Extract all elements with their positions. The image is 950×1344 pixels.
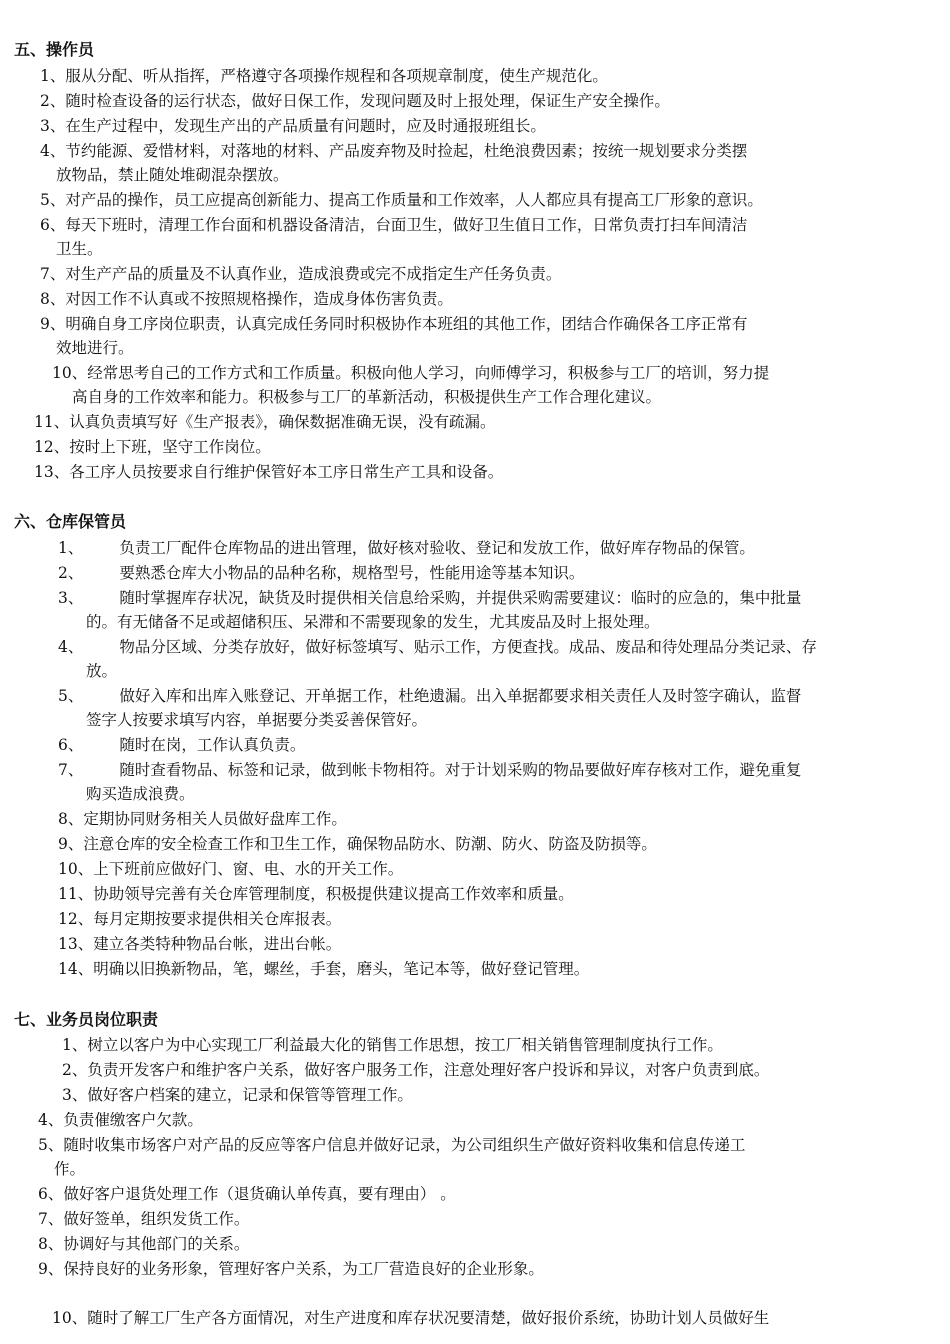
list-item: 7、 随时查看物品、标签和记录，做到帐卡物相符。对于计划采购的物品要做好库存核对工作，避免重复 xyxy=(58,761,802,779)
list-item: 4、节约能源、爱惜材料，对落地的材料、产品废弃物及时捡起，杜绝浪费因素；按统一规划要求分类摆 xyxy=(40,142,748,160)
list-item: 5、 做好入库和出库入账登记、开单据工作，杜绝遗漏。出入单据都要求相关责任人及时签字确认，监督 xyxy=(58,687,802,705)
list-item-continuation: 卫生。 xyxy=(56,240,103,258)
list-item: 1、树立以客户为中心实现工厂利益最大化的销售工作思想，按工厂相关销售管理制度执行工作。 xyxy=(62,1036,723,1054)
list-item-continuation: 效地进行。 xyxy=(56,339,134,357)
list-item: 2、随时检查设备的运行状态，做好日保工作，发现问题及时上报处理，保证生产安全操作。 xyxy=(40,92,670,110)
list-item-continuation: 签字人按要求填写内容，单据要分类妥善保管好。 xyxy=(86,711,428,729)
list-item: 1、 负责工厂配件仓库物品的进出管理，做好核对验收、登记和发放工作，做好库存物品的保管。 xyxy=(58,539,755,557)
list-item: 6、每天下班时，清理工作台面和机器设备清洁，台面卫生，做好卫生值日工作，日常负责打扫车间清洁 xyxy=(40,216,748,234)
section-heading-salesperson: 七、业务员岗位职责 xyxy=(14,1010,159,1029)
list-item: 9、明确自身工序岗位职责，认真完成任务同时积极协作本班组的其他工作，团结合作确保各工序正常有 xyxy=(40,315,748,333)
list-item: 10、上下班前应做好门、窗、电、水的开关工作。 xyxy=(58,860,404,878)
list-item: 13、各工序人员按要求自行维护保管好本工序日常生产工具和设备。 xyxy=(34,463,504,481)
list-item-continuation: 放。 xyxy=(86,662,118,680)
list-item: 12、按时上下班，坚守工作岗位。 xyxy=(34,438,271,456)
list-item: 3、在生产过程中，发现生产出的产品质量有问题时，应及时通报班组长。 xyxy=(40,117,546,135)
list-item: 1、服从分配、听从指挥，严格遵守各项操作规程和各项规章制度，使生产规范化。 xyxy=(40,67,608,85)
list-item: 6、做好客户退货处理工作（退货确认单传真，要有理由） 。 xyxy=(38,1185,456,1203)
list-item: 5、对产品的操作，员工应提高创新能力、提高工作质量和工作效率，人人都应具有提高工厂形象的意识。 xyxy=(40,191,763,209)
list-item: 11、协助领导完善有关仓库管理制度，积极提供建议提高工作效率和质量。 xyxy=(58,885,574,903)
list-item: 12、每月定期按要求提供相关仓库报表。 xyxy=(58,910,342,928)
list-item: 8、定期协同财务相关人员做好盘库工作。 xyxy=(58,810,347,828)
list-item: 5、随时收集市场客户对产品的反应等客户信息并做好记录，为公司组织生产做好资料收集和信息传递工 xyxy=(38,1136,746,1154)
list-item: 14、明确以旧换新物品，笔，螺丝，手套，磨头，笔记本等，做好登记管理。 xyxy=(58,960,590,978)
list-item: 10、经常思考自己的工作方式和工作质量。积极向他人学习，向师傅学习，积极参与工厂的培训，努力提 xyxy=(52,364,770,382)
list-item: 10、随时了解工厂生产各方面情况，对生产进度和库存状况要清楚，做好报价系统，协助计划人员做好生 xyxy=(52,1309,770,1327)
list-item-continuation: 购买造成浪费。 xyxy=(86,785,195,803)
list-item: 3、 随时掌握库存状况，缺货及时提供相关信息给采购，并提供采购需要建议：临时的应急的，集中批量 xyxy=(58,589,802,607)
list-item: 2、负责开发客户和维护客户关系，做好客户服务工作，注意处理好客户投诉和异议，对客户负责到底。 xyxy=(62,1061,770,1079)
list-item: 8、对因工作不认真或不按照规格操作，造成身体伤害负责。 xyxy=(40,290,453,308)
list-item-continuation: 放物品，禁止随处堆砌混杂摆放。 xyxy=(56,166,289,184)
section-heading-operator: 五、操作员 xyxy=(14,40,95,59)
list-item: 2、 要熟悉仓库大小物品的品种名称，规格型号，性能用途等基本知识。 xyxy=(58,564,585,582)
list-item-continuation: 高自身的工作效率和能力。积极参与工厂的革新活动，积极提供生产工作合理化建议。 xyxy=(72,388,662,406)
list-item-continuation: 的。有无储备不足或超储积压、呆滞和不需要现象的发生，尤其废品及时上报处理。 xyxy=(86,613,660,631)
list-item: 4、 物品分区域、分类存放好，做好标签填写、贴示工作，方便查找。成品、废品和待处理品分类记录、存 xyxy=(58,638,817,656)
list-item-continuation: 作。 xyxy=(54,1160,86,1178)
list-item: 13、建立各类特种物品台帐，进出台帐。 xyxy=(58,935,342,953)
list-item: 8、协调好与其他部门的关系。 xyxy=(38,1235,250,1253)
section-heading-warehouse-keeper: 六、仓库保管员 xyxy=(14,512,127,531)
list-item: 7、做好签单，组织发货工作。 xyxy=(38,1210,250,1228)
list-item: 4、负责催缴客户欠款。 xyxy=(38,1111,203,1129)
list-item: 9、保持良好的业务形象，管理好客户关系，为工厂营造良好的企业形象。 xyxy=(38,1260,544,1278)
list-item: 6、 随时在岗，工作认真负责。 xyxy=(58,736,306,754)
list-item: 7、对生产产品的质量及不认真作业，造成浪费或完不成指定生产任务负责。 xyxy=(40,265,562,283)
list-item: 11、认真负责填写好《生产报表》，确保数据准确无误，没有疏漏。 xyxy=(34,413,496,431)
list-item: 3、做好客户档案的建立，记录和保管等管理工作。 xyxy=(62,1086,413,1104)
list-item: 9、注意仓库的安全检查工作和卫生工作，确保物品防水、防潮、防火、防盗及防损等。 xyxy=(58,835,657,853)
